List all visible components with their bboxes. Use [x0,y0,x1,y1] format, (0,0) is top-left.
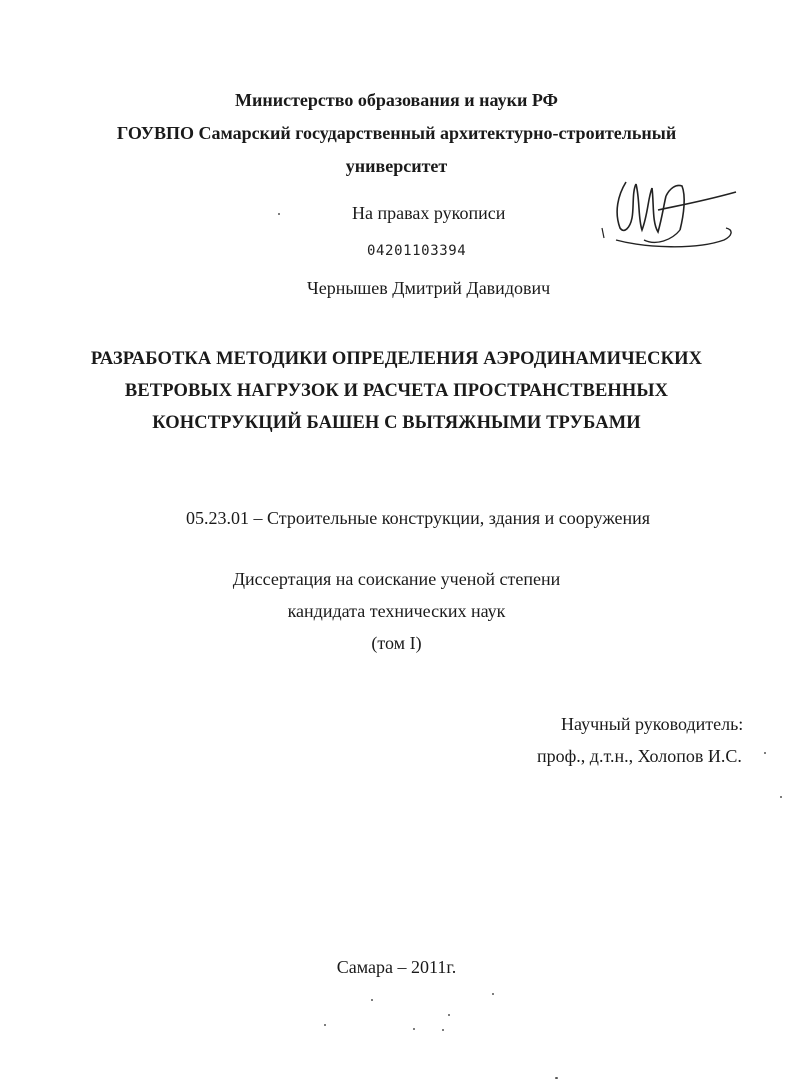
supervisor-name: проф., д.т.н., Холопов И.С. [537,746,742,766]
scan-speck [764,752,766,754]
manuscript-rights: На правах рукописи [352,203,506,223]
author-name: Чернышев Дмитрий Давидович [307,278,551,298]
scan-speck [278,213,280,215]
scan-speck [442,1029,444,1031]
supervisor-label: Научный руководитель: [561,714,744,734]
scan-speck [324,1024,326,1026]
scan-speck [555,1077,558,1079]
ministry-heading: Министерство образования и науки РФ [235,90,558,110]
signature-icon [596,170,746,260]
degree-line2: кандидата технических наук [287,601,506,621]
specialty-code: 05.23.01 – Строительные конструкции, здания и сооружения [186,508,651,528]
scan-speck [371,999,373,1001]
dissertation-title-line2: ВЕТРОВЫХ НАГРУЗОК И РАСЧЕТА ПРОСТРАНСТВЕННЫХ [124,381,669,401]
university-heading-line2: университет [345,156,448,176]
scan-speck [448,1014,450,1016]
dissertation-title-line3: КОНСТРУКЦИЙ БАШЕН С ВЫТЯЖНЫМИ ТРУБАМИ [152,413,641,433]
scan-speck [492,993,494,995]
scan-speck [780,796,782,798]
university-heading-line1: ГОУВПО Самарский государственный архитектурно-строительный [116,123,677,143]
scan-speck [413,1028,415,1030]
volume-label: (том I) [371,633,422,653]
degree-line1: Диссертация на соискание ученой степени [232,569,561,589]
registration-number: 04201103394 [367,243,467,259]
city-year: Самара – 2011г. [336,957,457,977]
dissertation-title-line1: РАЗРАБОТКА МЕТОДИКИ ОПРЕДЕЛЕНИЯ АЭРОДИНАМИЧЕСКИХ [90,349,703,369]
